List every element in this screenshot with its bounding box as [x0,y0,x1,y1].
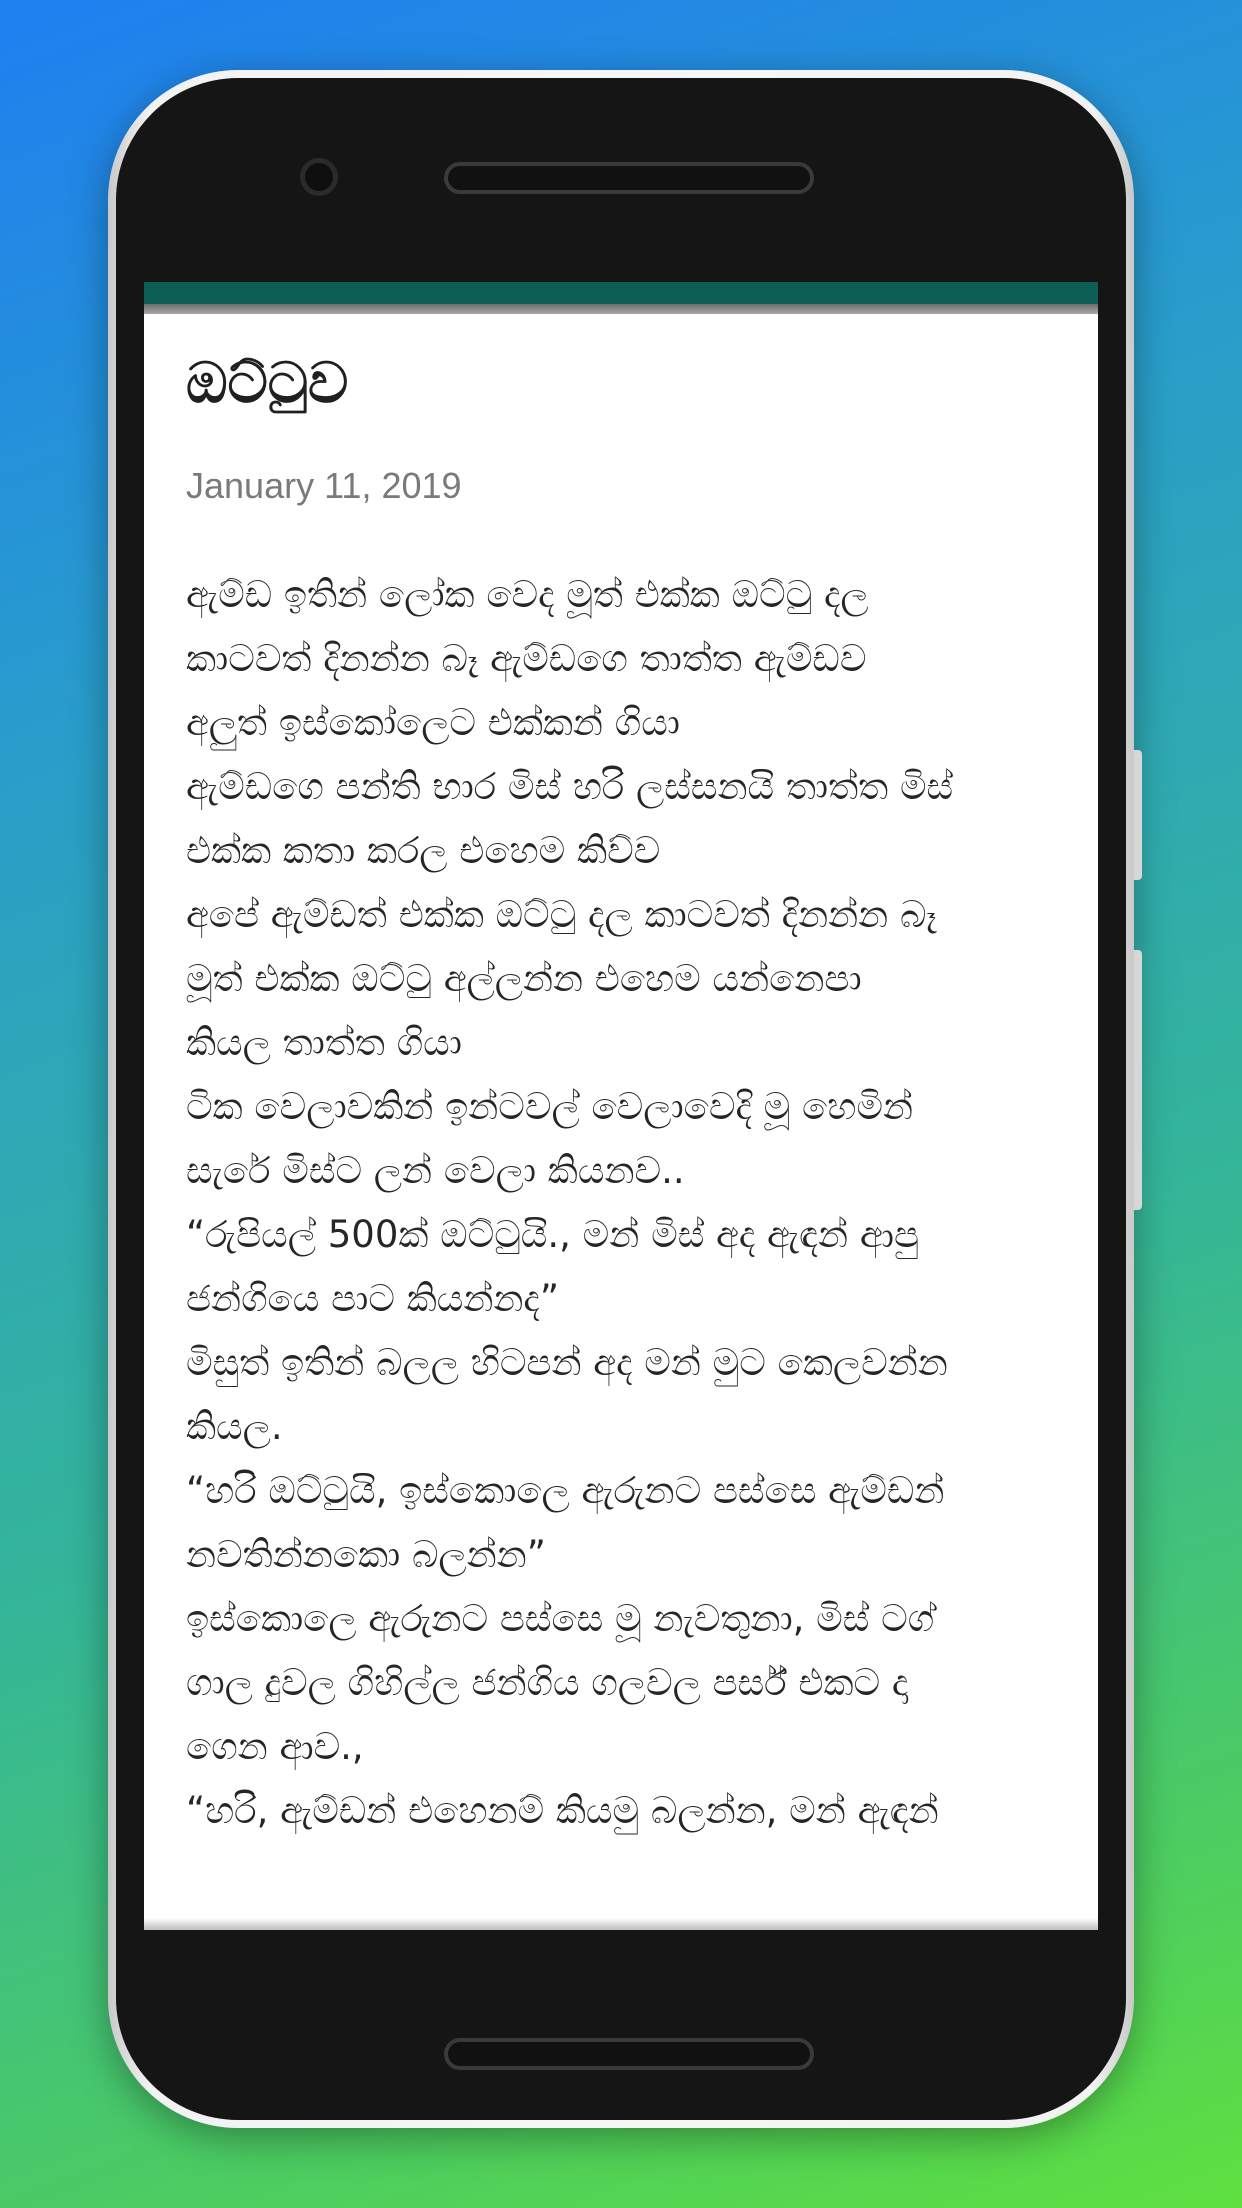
status-bar [144,282,1098,304]
article-line: “හරි, ඇම්ඩන් එහෙනම් කියමු බලන්න, මන් ඇඳන් [186,1788,939,1832]
scroll-fade [144,1918,1098,1930]
article-line: ඇම්ඩ ඉතින් ලෝක වෙද මූත් එක්ක ඔට්ටු දල [186,572,869,616]
article-line: එක්ක කතා කරල එහෙම කිව්ව [186,828,661,872]
earpiece-speaker [444,162,814,194]
article-line: කාටවත් දිනන්න බෑ ඇම්ඩගෙ තාත්ත ඇම්ඩව [186,636,867,680]
toolbar-shadow [144,304,1098,314]
article-line: ගාල දුවල ගිහිල්ල ජන්ගිය ගලවල පර්ස් එකට දා [186,1660,909,1704]
article-line: නවතින්නකො බලන්න” [186,1532,546,1576]
power-button [1134,950,1142,1210]
article-line: ගෙන ආව., [186,1724,364,1768]
article-line: “රුපියල් 500ක් ඔට්ටුයි., මන් මිස් අද ඇඳන් ආපු [186,1212,919,1256]
article-line: මිසුත් ඉතින් බලල හිටපන් අද මන් මුට කෙලවන්න [186,1340,948,1384]
article-content[interactable] [144,314,1098,1843]
article-line: කියල. [186,1404,283,1448]
camera-icon [300,158,338,196]
article-line: අලුත් ඉස්කෝලෙට එක්කන් ගියා [186,700,680,744]
article-line: ඉස්කොලෙ ඇරුනට පස්සෙ මූ නැවතුනා, මිස් ටග් [186,1596,935,1640]
article-title: ඔට්ටුව [186,351,349,416]
volume-button [1134,750,1142,880]
article-line: සැරේ මිස්ට ලන් වෙලා කියනව.. [186,1148,685,1192]
article-line: මූත් එක්ක ඔට්ටු අල්ලන්න එහෙම යන්නෙපා [186,956,862,1000]
article-line: ජන්ගියෙ පාට කියන්නද” [186,1276,560,1320]
app-screen [144,282,1098,1930]
article-line: ඇම්ඩගෙ පන්ති භාර මිස් හරි ලස්සනයි තාත්ත මිස් [186,764,954,808]
article-line: “හරි ඔට්ටුයි, ඉස්කොලෙ ඇරුනට පස්සෙ ඇම්ඩන් [186,1468,945,1512]
article-body [186,563,1056,1843]
article-line: කියල තාත්ත ගියා [186,1020,462,1064]
bottom-speaker [444,2038,814,2070]
article-date: January 11, 2019 [186,464,462,506]
article-line: ටික වෙලාවකින් ඉන්ටවල් වෙලාවෙදි මූ හෙමින් [186,1084,913,1128]
article-line: අපේ ඇම්ඩත් එක්ක ඔට්ටු දල කාටවත් දිනන්න බෑ [186,892,937,936]
